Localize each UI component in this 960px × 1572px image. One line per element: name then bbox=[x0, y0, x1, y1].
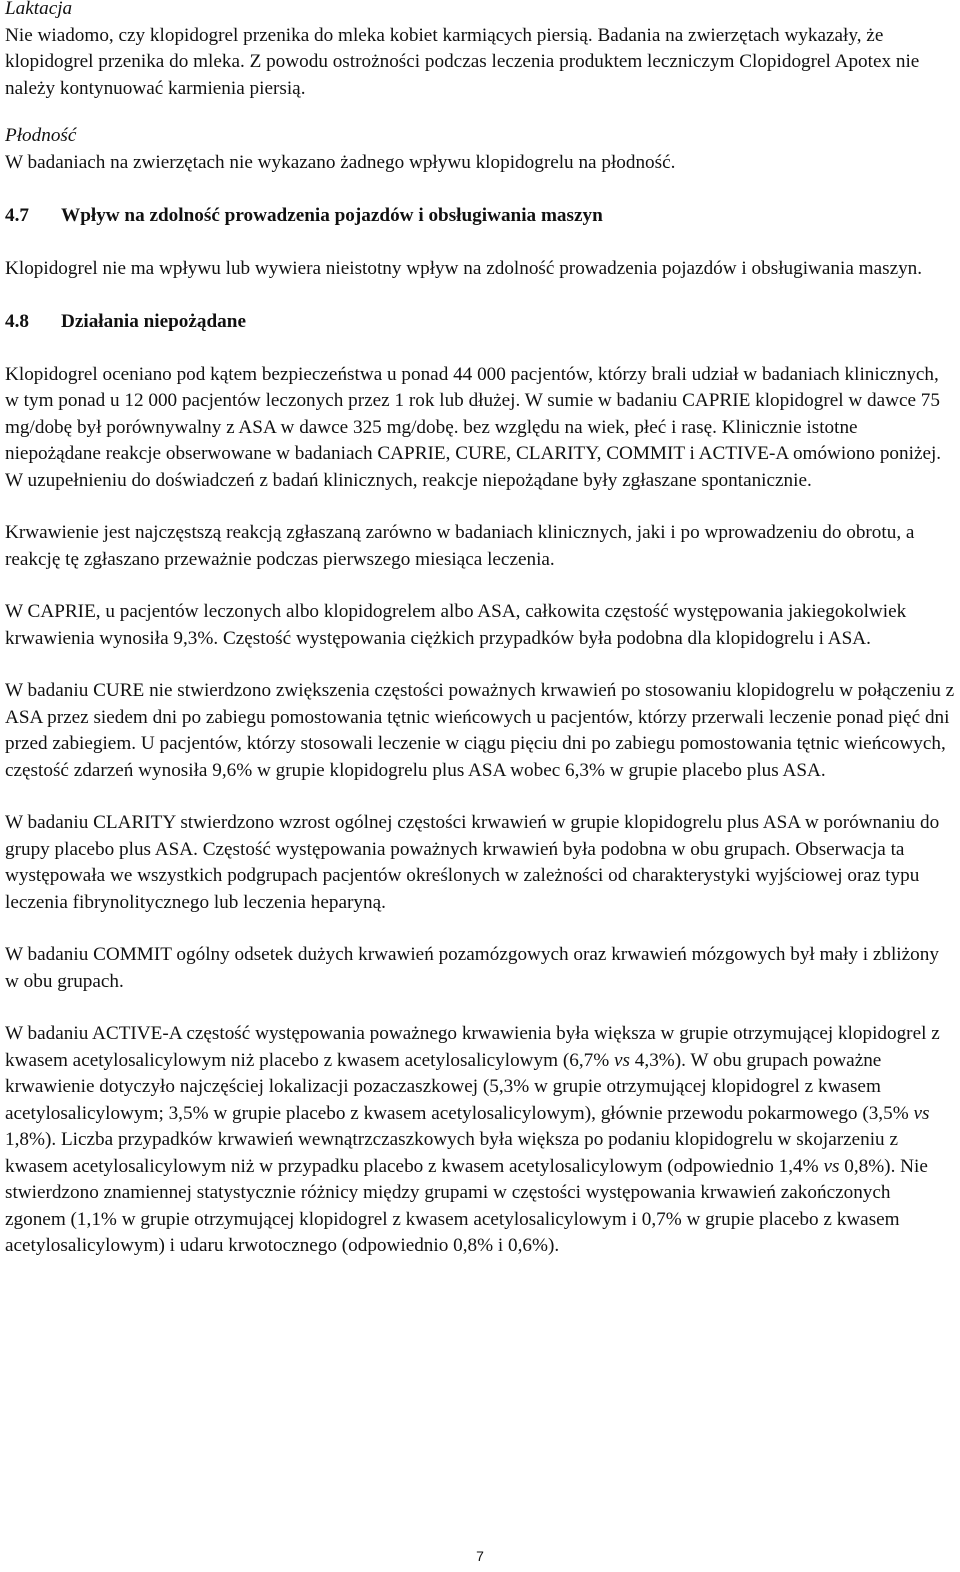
document-page bbox=[5, 0, 955, 1260]
fertility-text: W badaniach na zwierzętach nie wykazano żadnego wpływu klopidogrelu na płodność. bbox=[5, 151, 676, 173]
section-4-8-title: Działania niepożądane bbox=[61, 311, 246, 332]
lactation-heading: Laktacja bbox=[5, 0, 73, 19]
section-4-7-title: Wpływ na zdolność prowadzenia pojazdów i obsługiwania maszyn bbox=[61, 205, 603, 226]
clarity-paragraph: W badaniu CLARITY stwierdzono wzrost ogólnej częstości krwawień w grupie klopidogrelu plus ASA w porównaniu do grupy placebo plus ASA. Częstość występowania poważnych krwawień była podobna w obu grupach. Obserwacja ta występowała we wszystkich podgrupach pacjentów określonych w zależności od charakterystyki wyjściowej oraz typu leczenia fibrynolitycznego lub leczenia heparyną. bbox=[5, 812, 940, 913]
active-a-vs-1: vs bbox=[614, 1049, 630, 1071]
active-a-vs-3: vs bbox=[823, 1155, 840, 1177]
active-a-text-2: 4,3%). W obu grupach poważne krwawienie dotyczyło najczęściej lokalizacji pozaczaszkowej (5,3% w grupie otrzymującej klopidogrel z kwasem acetylosalicylowym; 3,5% w grupie placebo z kwasem acetylosalicylowym), głównie przewodu pokarmowego (3,5% bbox=[5, 1049, 914, 1124]
section-4-8-number: 4.8 bbox=[5, 311, 29, 332]
page-number: 7 bbox=[476, 1548, 484, 1564]
adverse-overview-paragraph: Klopidogrel oceniano pod kątem bezpieczeństwa u ponad 44 000 pacjentów, którzy brali udział w badaniach klinicznych, w tym ponad u 12 000 pacjentów leczonych przez 1 rok lub dłużej. W sumie w badaniu CAPRIE klopidogrel w dawce 75 mg/dobę był porównywalny z ASA w dawce 325 mg/dobę. bez względu na wiek, płeć i rasę. Klinicznie istotne niepożądane reakcje obserwowane w badaniach CAPRIE, CURE, CLARITY, COMMIT i ACTIVE-A omówiono poniżej. W uzupełnieniu do doświadczeń z badań klinicznych, reakcje niepożądane były zgłaszane spontanicznie. bbox=[5, 363, 942, 491]
section-4-8-heading bbox=[5, 309, 955, 336]
active-a-vs-2: vs bbox=[913, 1102, 930, 1124]
active-a-text-4: 0,8%). Nie stwierdzono znamiennej statystycznie różnicy między grupami w częstości występowania krwawień zakończonych zgonem (1,1% w grupie otrzymującej klopidogrel z kwasem acetylosalicylowym i 0,7% w grupie placebo z kwasem acetylosalicylowym) i udaru krwotocznego (odpowiednio 0,8% i 0,6%). bbox=[5, 1155, 928, 1256]
active-a-text-1: W badaniu ACTIVE-A częstość występowania poważnego krwawienia była większa w grupie otrzymującej klopidogrel z kwasem acetylosalicylowym niż placebo z kwasem acetylosalicylowym (6,7% bbox=[5, 1023, 940, 1071]
fertility-heading: Płodność bbox=[5, 125, 77, 146]
lactation-text: Nie wiadomo, czy klopidogrel przenika do mleka kobiet karmiących piersią. Badania na zwierzętach wykazały, że klopidogrel przenika do mleka. Z powodu ostrożności podczas leczenia produktem leczniczym Clopidogrel Apotex nie należy kontynuować karmienia piersią. bbox=[5, 24, 920, 99]
bleeding-paragraph: Krwawienie jest najczęstszą reakcją zgłaszaną zarówno w badaniach klinicznych, jaki i po wprowadzeniu do obrotu, a reakcję tę zgłaszano przeważnie podczas pierwszego miesiąca leczenia. bbox=[5, 522, 915, 570]
active-a-text-3: 1,8%). Liczba przypadków krwawień wewnątrzczaszkowych była większa po podaniu klopidogrelu w skojarzeniu z kwasem acetylosalicylowym niż w przypadku placebo z kwasem acetylosalicylowym (odpowiednio 1,4% bbox=[5, 1129, 898, 1177]
section-4-7-number: 4.7 bbox=[5, 205, 29, 226]
commit-paragraph: W badaniu COMMIT ogólny odsetek dużych krwawień pozamózgowych oraz krwawień mózgowych był mały i zbliżony w obu grupach. bbox=[5, 944, 939, 992]
section-4-7-heading bbox=[5, 203, 955, 230]
caprie-paragraph: W CAPRIE, u pacjentów leczonych albo klopidogrelem albo ASA, całkowita częstość występowania jakiegokolwiek krwawienia wynosiła 9,3%. Częstość występowania ciężkich przypadków była podobna dla klopidogrelu i ASA. bbox=[5, 601, 907, 649]
section-4-7-text: Klopidogrel nie ma wpływu lub wywiera nieistotny wpływ na zdolność prowadzenia pojazdów i obsługiwania maszyn. bbox=[5, 257, 923, 279]
active-a-paragraph bbox=[5, 1021, 955, 1260]
cure-paragraph: W badaniu CURE nie stwierdzono zwiększenia częstości poważnych krwawień po stosowaniu klopidogrelu w połączeniu z ASA przez siedem dni po zabiegu pomostowania tętnic wieńcowych u pacjentów, którzy przerwali leczenie ponad pięć dni przed zabiegiem. U pacjentów, którzy stosowali leczenie w ciągu pięciu dni po zabiegu pomostowania tętnic wieńcowych, częstość zdarzeń wynosiła 9,6% w grupie klopidogrelu plus ASA wobec 6,3% w grupie placebo plus ASA. bbox=[5, 680, 955, 781]
